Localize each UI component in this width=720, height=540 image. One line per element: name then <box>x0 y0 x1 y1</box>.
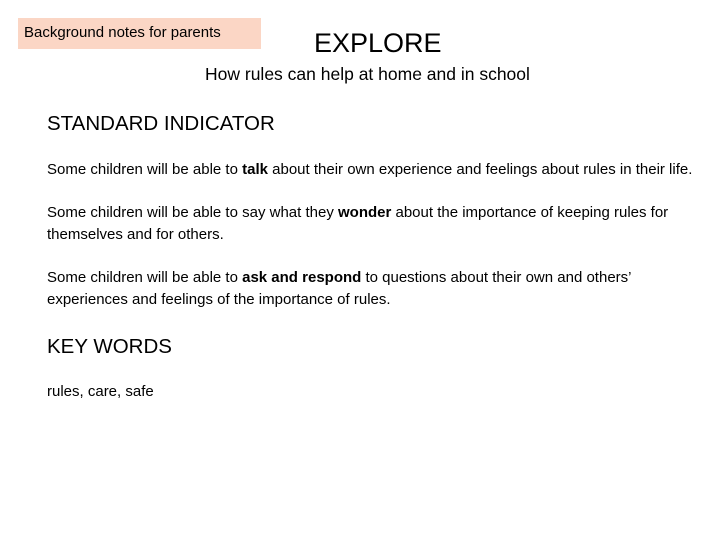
emphasis-talk: talk <box>242 161 268 178</box>
paragraph-text: about their own experience and feelings about rules in their life. <box>267 161 693 178</box>
page-title: EXPLORE <box>314 28 442 58</box>
indicator-paragraph-wonder <box>47 202 707 245</box>
paragraph-text: Some children will be able to say what they <box>47 204 338 221</box>
key-words-list: rules, care, safe <box>47 383 154 400</box>
indicator-paragraph-ask-respond <box>47 267 707 310</box>
background-notes-tag: Background notes for parents <box>18 18 261 49</box>
key-words-heading: KEY WORDS <box>47 335 172 358</box>
emphasis-wonder: wonder <box>337 204 392 221</box>
paragraph-text: about the importance of keeping rules for themselves and for others. <box>47 204 669 243</box>
paragraph-text: to questions about their own and others’ experiences and feelings of the importance of rules. <box>47 269 631 308</box>
standard-indicator-heading: STANDARD INDICATOR <box>47 112 275 135</box>
paragraph-text: Some children will be able to <box>47 161 243 178</box>
indicator-paragraph-talk <box>47 159 707 181</box>
emphasis-ask-respond: ask and respond <box>242 269 362 286</box>
page-subtitle: How rules can help at home and in school <box>205 64 530 84</box>
paragraph-text: Some children will be able to <box>47 269 243 286</box>
